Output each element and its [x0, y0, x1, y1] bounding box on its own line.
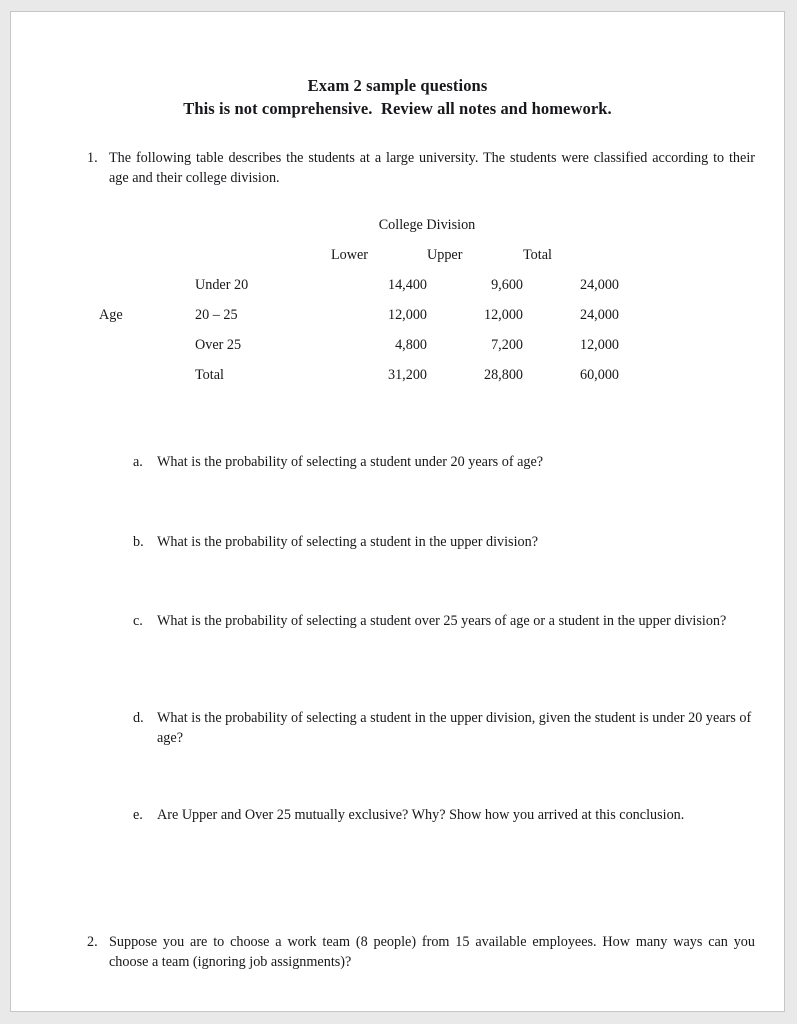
table-cell-under20-upper: 9,600 [491, 276, 523, 293]
table-cell-under20-total: 24,000 [579, 276, 619, 293]
document-page [10, 11, 785, 1012]
subquestion-d-text: What is the probability of selecting a student in the upper division, given the student is under 20 years of age? [157, 710, 752, 746]
subquestion-b-marker: b. [133, 534, 144, 550]
subquestion-c-text: What is the probability of selecting a student over 25 years of age or a student in the upper division? [157, 613, 727, 629]
subquestion-c-marker: c. [133, 613, 143, 629]
table-cell-total-total: 60,000 [579, 366, 619, 383]
subquestion-e-marker: e. [133, 807, 143, 823]
table-span-header-row [99, 210, 619, 240]
table-row-label-over-25: Over 25 [195, 336, 242, 353]
subquestion-a [133, 453, 755, 473]
table-row [99, 270, 619, 300]
table-cell-under20-lower: 14,400 [387, 276, 427, 293]
table-cell-20to25-lower: 12,000 [387, 306, 427, 323]
subquestion-e [133, 806, 755, 826]
subquestion-b-text: What is the probability of selecting a student in the upper division? [157, 534, 539, 550]
table-cell-total-lower: 31,200 [387, 366, 427, 383]
question-1-text: The following table describes the students at a large university. The students were classified according to their age and their college division. [109, 150, 755, 186]
table-row [99, 360, 619, 390]
question-2-marker: 2. [87, 934, 98, 950]
table-header-blank-2 [195, 240, 331, 270]
question-2 [87, 933, 755, 972]
table-cell-20to25-upper: 12,000 [483, 306, 523, 323]
table-row-label-20-25: 20 – 25 [195, 306, 238, 323]
table-header-blank-1 [99, 240, 195, 270]
table-row-label-under-20: Under 20 [195, 276, 249, 293]
table-column-header-total: Total [523, 246, 552, 263]
table-rowgroup-blank-3 [99, 360, 195, 390]
table-corner-cell-3 [523, 210, 619, 240]
table-row [99, 330, 619, 360]
table-row-label-total: Total [195, 366, 224, 383]
table-span-header: College Division [378, 216, 476, 233]
table-row [99, 300, 619, 330]
subquestion-b [133, 533, 755, 553]
question-1 [87, 149, 755, 188]
page-sheet [11, 12, 784, 1011]
table-column-header-lower: Lower [331, 246, 369, 263]
subquestion-e-text: Are Upper and Over 25 mutually exclusive? Why? Show how you arrived at this conclusion. [157, 807, 685, 823]
table-corner-cell-2 [195, 210, 331, 240]
subquestion-a-text: What is the probability of selecting a student under 20 years of age? [157, 454, 544, 470]
table-cell-over25-upper: 7,200 [491, 336, 523, 353]
table-cell-20to25-total: 24,000 [579, 306, 619, 323]
document-title: Exam 2 sample questions [307, 76, 488, 95]
document-heading [11, 74, 784, 120]
subquestion-c [133, 612, 755, 632]
table-column-header-upper: Upper [427, 246, 463, 263]
table-cell-over25-lower: 4,800 [395, 336, 427, 353]
table-header-row [99, 240, 619, 270]
table-cell-over25-total: 12,000 [579, 336, 619, 353]
table-rowgroup-blank-1 [99, 270, 195, 300]
contingency-table-wrapper [99, 210, 619, 390]
subquestion-d-marker: d. [133, 710, 144, 726]
table-rowgroup-label-age: Age [99, 306, 123, 323]
document-subtitle: This is not comprehensive. Review all notes and homework. [183, 99, 612, 118]
question-1-marker: 1. [87, 150, 98, 166]
table-corner-cell [99, 210, 195, 240]
table-rowgroup-blank-2 [99, 330, 195, 360]
table-cell-total-upper: 28,800 [483, 366, 523, 383]
subquestion-a-marker: a. [133, 454, 143, 470]
subquestion-d [133, 709, 755, 748]
contingency-table [99, 210, 619, 390]
question-2-text: Suppose you are to choose a work team (8 people) from 15 available employees. How many ways can you choose a team (ignoring job assignments)? [109, 934, 755, 970]
